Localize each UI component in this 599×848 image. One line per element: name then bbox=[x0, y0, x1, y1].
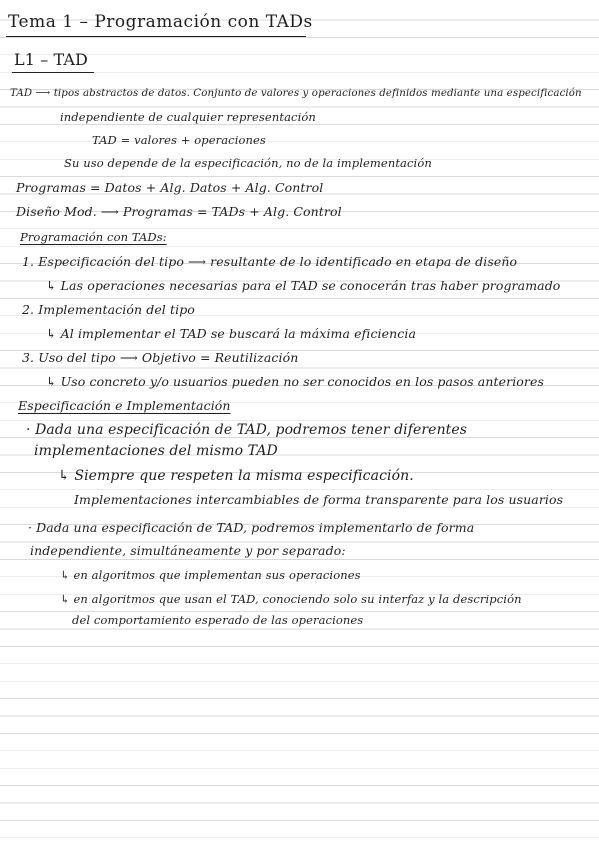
block1-line2: implementaciones del mismo TAD bbox=[34, 443, 278, 459]
tad-note: Su uso depende de la especificación, no de la implementación bbox=[64, 156, 432, 170]
page-title: Tema 1 – Programación con TADs bbox=[8, 12, 313, 32]
step-1-sub: ↳ Las operaciones necesarias para el TAD se conocerán tras haber programado bbox=[46, 278, 561, 293]
block2-bullet1: ↳ en algoritmos que implementan sus operaciones bbox=[60, 568, 361, 582]
step-2-sub: ↳ Al implementar el TAD se buscará la máxima eficiencia bbox=[46, 326, 417, 341]
step-3-sub: ↳ Uso concreto y/o usuarios pueden no ser conocidos en los pasos anteriores bbox=[46, 374, 545, 389]
block1-sub: ↳ Siempre que respeten la misma especificación. bbox=[58, 468, 414, 484]
block2-line1: · Dada una especificación de TAD, podremos implementarlo de forma bbox=[28, 520, 475, 535]
step-1: 1. Especificación del tipo ⟶ resultante de lo identificado en etapa de diseño bbox=[22, 254, 518, 269]
block2-line2: independiente, simultáneamente y por separado: bbox=[30, 543, 346, 558]
especificacion-heading: Especificación e Implementación bbox=[18, 398, 231, 413]
equation-programas: Programas = Datos + Alg. Datos + Alg. Control bbox=[16, 180, 324, 195]
programacion-heading: Programación con TADs: bbox=[20, 230, 167, 244]
block2-bullet2: ↳ en algoritmos que usan el TAD, conociendo solo su interfaz y la descripción bbox=[60, 592, 522, 606]
step-2: 2. Implementación del tipo bbox=[22, 302, 195, 317]
block1-sub2: Implementaciones intercambiables de forma transparente para los usuarios bbox=[74, 492, 564, 507]
tad-formula: TAD = valores + operaciones bbox=[92, 133, 266, 147]
tad-definition-line1: TAD ⟶ tipos abstractos de datos. Conjunto de valores y operaciones definidos mediante una especificación bbox=[10, 87, 582, 99]
step-3: 3. Uso del tipo ⟶ Objetivo = Reutilización bbox=[22, 350, 299, 365]
section-underline bbox=[12, 72, 94, 73]
block1-line1: · Dada una especificación de TAD, podremos tener diferentes bbox=[26, 422, 468, 438]
equation-diseno: Diseño Mod. ⟶ Programas = TADs + Alg. Control bbox=[16, 204, 342, 219]
block2-bullet2-cont: del comportamiento esperado de las operaciones bbox=[72, 613, 364, 627]
tad-definition-line2: independiente de cualquier representación bbox=[60, 110, 316, 124]
section-heading: L1 – TAD bbox=[14, 50, 88, 69]
title-underline bbox=[6, 36, 306, 37]
